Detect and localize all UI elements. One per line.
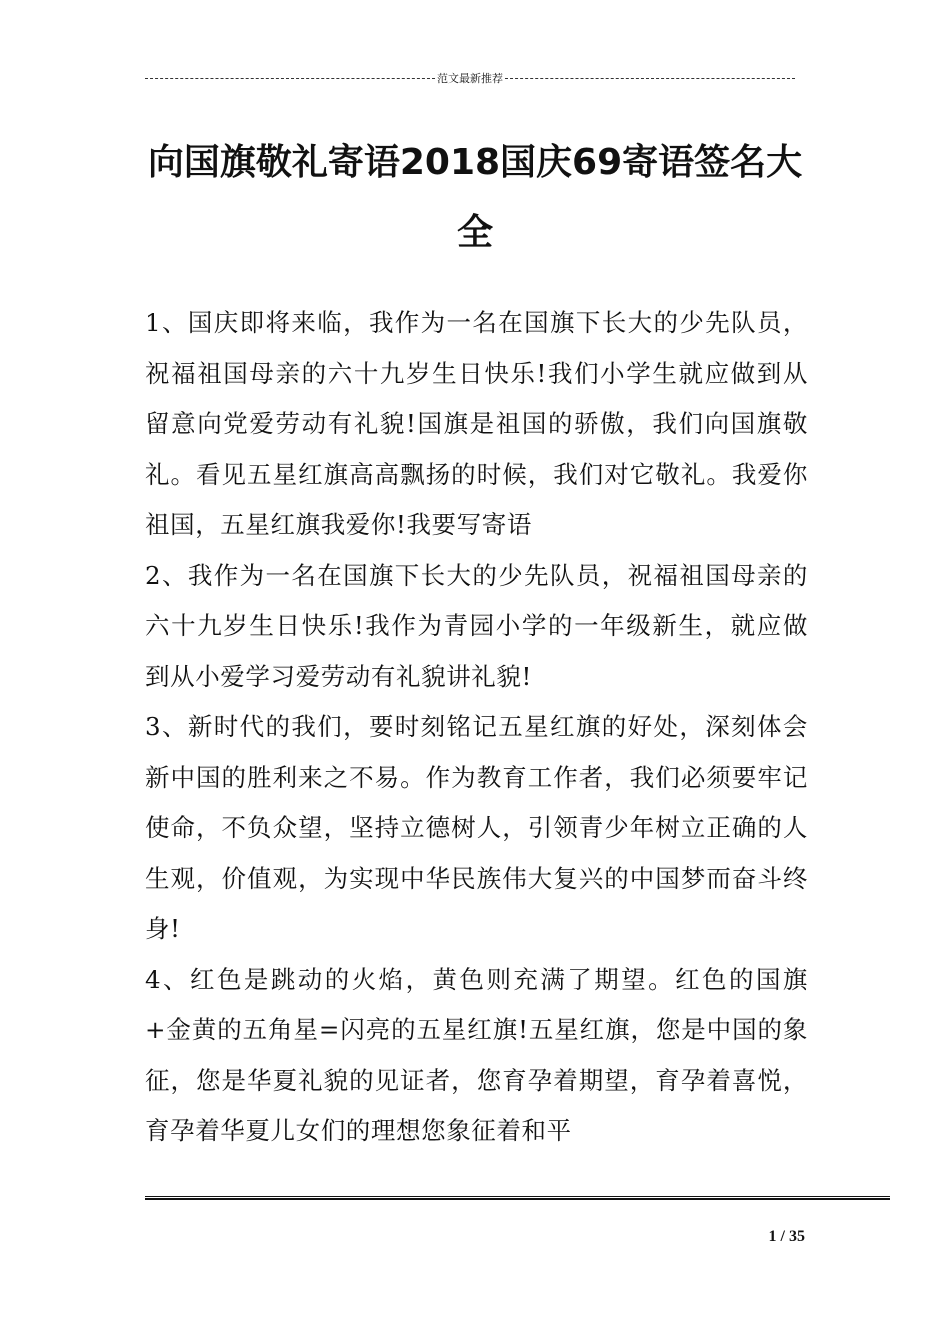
paragraph-1: 1、国庆即将来临，我作为一名在国旗下长大的少先队员，祝福祖国母亲的六十九岁生日快乐!我们小学生就应做到从留意向党爱劳动有礼貌!国旗是祖国的骄傲，我们向国旗敬礼。看见五星红旗高高飘扬的时候，我们对它敬礼。我爱你祖国，五星红旗我爱你!我要写寄语 [145,308,808,539]
paragraph-4: 4、红色是跳动的火焰，黄色则充满了期望。红色的国旗+金黄的五角星=闪亮的五星红旗!五星红旗，您是中国的象征，您是华夏礼貌的见证者，您育孕着期望，育孕着喜悦，育孕着华夏儿女们的理想您象征着和平 [145,964,808,1145]
paragraph-2: 2、我作为一名在国旗下长大的少先队员，祝福祖国母亲的六十九岁生日快乐!我作为青园小学的一年级新生，就应做到从小爱学习爱劳动有礼貌讲礼貌! [145,560,808,691]
document-body [145,298,808,1157]
footer-rule [145,1196,890,1200]
header-label: 范文最新推荐 [437,72,503,85]
page-number: 1 / 35 [768,1228,805,1245]
header-dash-right [505,78,795,79]
page-header [145,68,795,88]
paragraph-3: 3、新时代的我们，要时刻铭记五星红旗的好处，深刻体会新中国的胜利来之不易。作为教育工作者，我们必须要牢记使命，不负众望，坚持立德树人，引领青少年树立正确的人生观，价值观，为实现中华民族伟大复兴的中国梦而奋斗终身! [145,712,808,943]
document-title: 向国旗敬礼寄语2018国庆69寄语签名大全 [147,142,803,253]
header-dash-left [145,78,435,79]
